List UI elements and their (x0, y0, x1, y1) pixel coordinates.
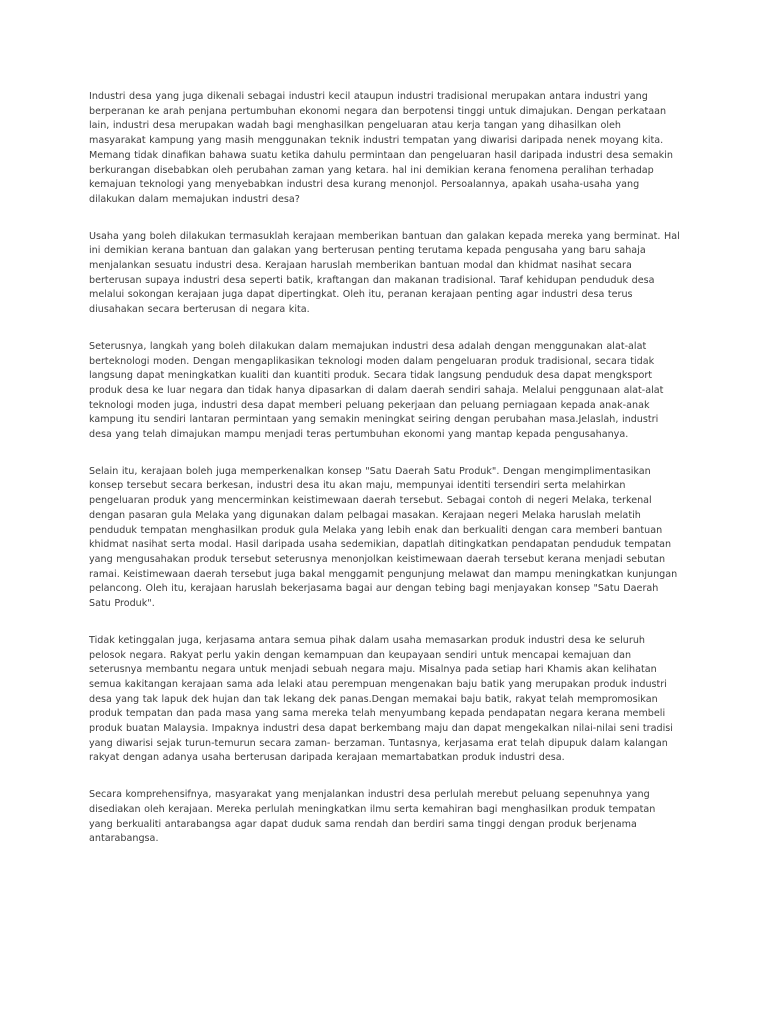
document-body (89, 90, 681, 869)
paragraph-3: Seterusnya, langkah yang boleh dilakukan dalam memajukan industri desa adalah dengan menggunakan alat-alat berteknologi moden. Dengan mengaplikasikan teknologi moden dalam pengeluaran produk tradisional, secara tidak langsung dapat meningkatkan kualiti dan kuantiti produk. Secara tidak langsung penduduk desa dapat mengksport produk desa ke luar negara dan tidak hanya dipasarkan di dalam daerah sendiri sahaja. Melalui penggunaan alat-alat teknologi moden juga, industri desa dapat memberi peluang pekerjaan dan peluang perniagaan kepada anak-anak kampung itu sendiri lantaran permintaan yang semakin meningkat seiring dengan perubahan masa.Jelaslah, industri desa yang telah dimajukan mampu menjadi teras pertumbuhan ekonomi yang mantap kepada pengusahanya. (89, 340, 664, 441)
paragraph-5: Tidak ketinggalan juga, kerjasama antara semua pihak dalam usaha memasarkan produk industri desa ke seluruh pelosok negara. Rakyat perlu yakin dengan kemampuan dan keupayaan sendiri untuk mencapai kemajuan dan seterusnya membantu negara untuk menjadi sebuah negara maju. Misalnya pada setiap hari Khamis akan kelihatan semua kakitangan kerajaan sama ada lelaki atau perempuan mengenakan baju batik yang merupakan produk industri desa yang tak lapuk dek hujan dan tak lekang dek panas.Dengan memakai baju batik, rakyat telah mempromosikan produk tempatan dan pada masa yang sama mereka telah menyumbang kepada pendapatan negara kerana membeli produk buatan Malaysia. Impaknya industri desa dapat berkembang maju dan dapat mengekalkan nilai-nilai seni tradisi yang diwarisi sejak turun-temurun secara zaman- berzaman. Tuntasnya, kerjasama erat telah dipupuk dalam kalangan rakyat dengan adanya usaha berterusan daripada kerajaan memartabatkan produk industri desa. (89, 634, 673, 764)
paragraph-4: Selain itu, kerajaan boleh juga memperkenalkan konsep "Satu Daerah Satu Produk". Dengan mengimplimentasikan konsep tersebut secara berkesan, industri desa itu akan maju, mempunyai identiti tersendiri serta melahirkan pengeluaran produk yang mencerminkan keistimewaan daerah tersebut. Sebagai contoh di negeri Melaka, terkenal dengan pasaran gula Melaka yang digunakan dalam pelbagai masakan. Kerajaan negeri Melaka haruslah melatih penduduk tempatan menghasilkan produk gula Melaka yang lebih enak dan berkualiti dengan cara memberi bantuan khidmat nasihat serta modal. Hasil daripada usaha sedemikian, dapatlah ditingkatkan pendapatan penduduk tempatan yang mengusahakan produk tersebut seterusnya menonjolkan keistimewaan daerah tersebut kerana menjadi sebutan ramai. Keistimewaan daerah tersebut juga bakal menggamit pengunjung melawat dan mampu meningkatkan kunjungan pelancong. Oleh itu, kerajaan haruslah bekerjasama bagai aur dengan tebing bagi menjayakan konsep "Satu Daerah Satu Produk". (89, 465, 678, 610)
paragraph-2: Usaha yang boleh dilakukan termasuklah kerajaan memberikan bantuan dan galakan kepada mereka yang berminat. Hal ini demikian kerana bantuan dan galakan yang berterusan penting terutama kepada pengusaha yang baru sahaja menjalankan sesuatu industri desa. Kerajaan haruslah memberikan bantuan modal dan khidmat nasihat secara berterusan supaya industri desa seperti batik, kraftangan dan makanan tradisional. Taraf kehidupan penduduk desa melalui sokongan kerajaan juga dapat dipertingkat. Oleh itu, peranan kerajaan penting agar industri desa terus diusahakan secara berterusan di negara kita. (89, 230, 680, 316)
paragraph-6: Secara komprehensifnya, masyarakat yang menjalankan industri desa perlulah merebut peluang sepenuhnya yang disediakan oleh kerajaan. Mereka perlulah meningkatkan ilmu serta kemahiran bagi menghasilkan produk tempatan yang berkualiti antarabangsa agar dapat duduk sama rendah dan berdiri sama tinggi dengan produk berjenama antarabangsa. (89, 789, 656, 845)
paragraph-1: Industri desa yang juga dikenali sebagai industri kecil ataupun industri tradisional merupakan antara industri yang berperanan ke arah penjana pertumbuhan ekonomi negara dan berpotensi tinggi untuk dimajukan. Dengan perkataan lain, industri desa merupakan wadah bagi menghasilkan pengeluaran atau kerja tangan yang dihasilkan oleh masyarakat kampung yang masih menggunakan teknik industri tempatan yang diwarisi daripada nenek moyang kita. Memang tidak dinafikan bahawa suatu ketika dahulu permintaan dan pengeluaran hasil daripada industri desa semakin berkurangan disebabkan oleh perubahan zaman yang ketara. hal ini demikian kerana fenomena peralihan terhadap kemajuan teknologi yang menyebabkan industri desa kurang menonjol. Persoalannya, apakah usaha-usaha yang dilakukan dalam memajukan industri desa? (89, 91, 673, 205)
